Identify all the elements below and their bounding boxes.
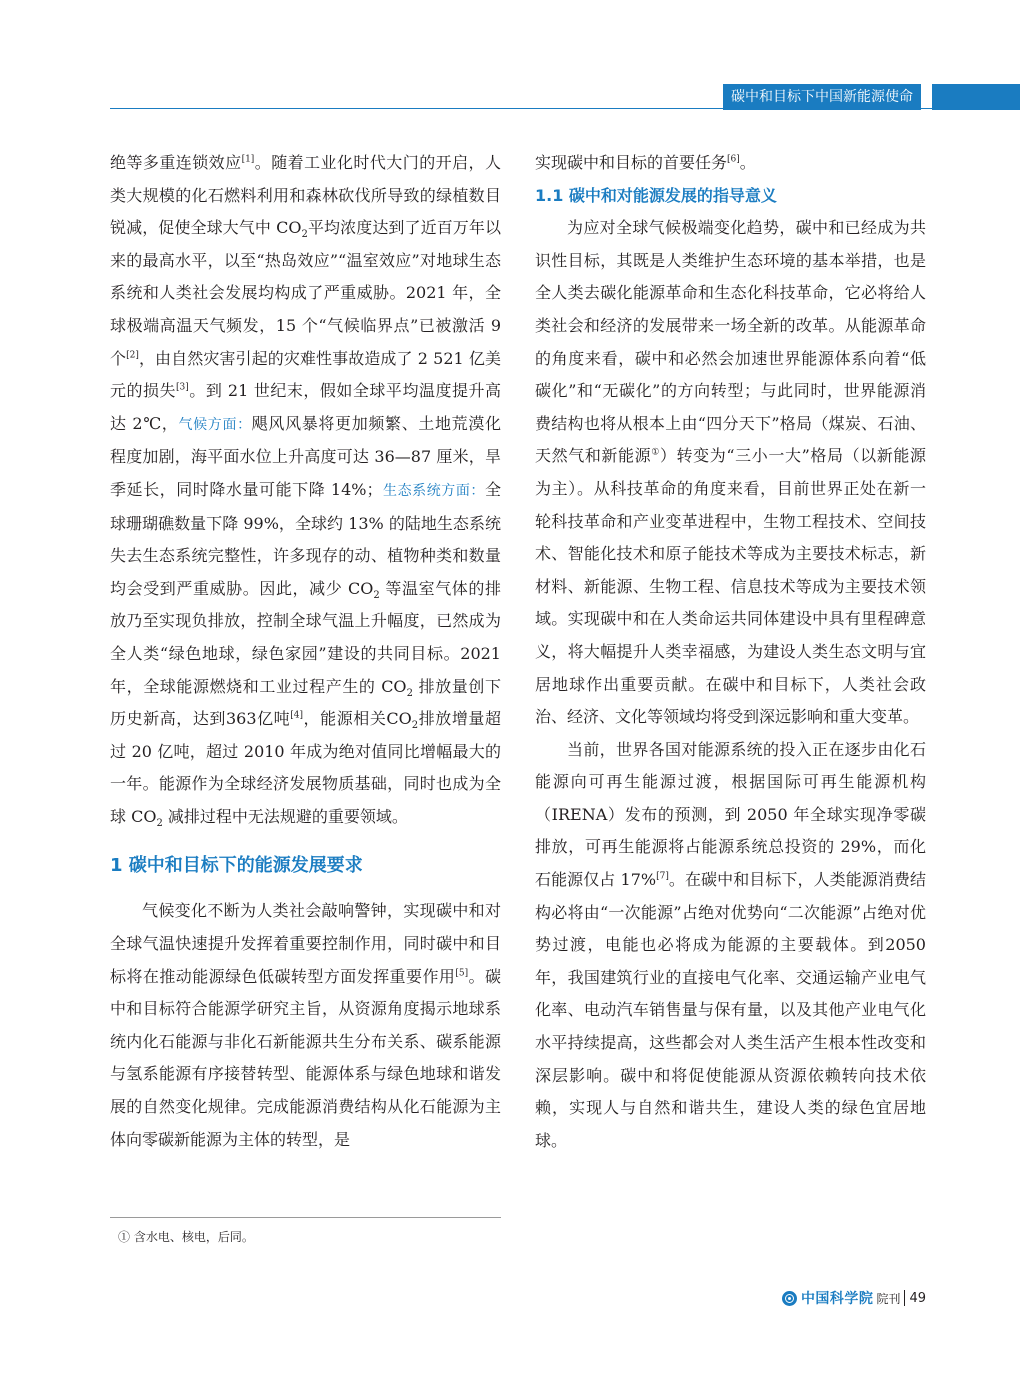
citation[interactable]: [4] xyxy=(290,710,303,721)
section-heading-1-1: 1.1 碳中和对能源发展的指导意义 xyxy=(535,185,777,205)
footnote-marker[interactable]: ① xyxy=(651,448,660,459)
footnote-rule xyxy=(110,1217,501,1218)
highlight-ecosystem: 生态系统方面： xyxy=(382,482,485,499)
logo-text: 中国科学院 xyxy=(800,1291,874,1307)
footnote-mark: ① xyxy=(118,1230,131,1244)
footnote xyxy=(118,1228,254,1246)
highlight-climate: 气候方面： xyxy=(178,416,252,433)
citation[interactable]: [7] xyxy=(656,871,669,882)
left-column xyxy=(110,147,501,1156)
page-number: 49 xyxy=(909,1290,926,1306)
right-column xyxy=(535,147,926,1157)
running-header-title: 碳中和目标下中国新能源使命 xyxy=(723,84,921,110)
journal-label: 院刊 xyxy=(876,1291,901,1306)
section-heading-1: 1 碳中和目标下的能源发展要求 xyxy=(110,855,363,877)
citation[interactable]: [5] xyxy=(455,968,469,979)
citation[interactable]: [6] xyxy=(727,154,740,165)
citation[interactable]: [2] xyxy=(126,350,139,361)
footer-separator xyxy=(904,1290,905,1306)
footnote-text: 含水电、核电，后同。 xyxy=(133,1230,254,1244)
left-paragraph-1: 绝等多重连锁效应[1]。随着工业化时代大门的开启，人类大规模的化石燃料利用和森林砍伐所导致的绿植数目锐减，促使全球大气中 $CO_2$平均浓度达到了近百万年以来的最高水平，以至“热岛效应”“温室效应”对地球生态系统和人类社会发展均构成了严重威胁。2021 年，全球极端高温天气频发，15 个“气候临界点”已被激活 9 个[2]，由自然灾害引起的灾难性事故造成了 2 521 亿美元的损失[3]。到 21 世纪末，假如全球平均温度提升高达 2℃，气候方面：飓风风暴将更加频繁、土地荒漠化程度加剧，海平面水位上升高度可达 36—87 厘米，旱季延长，同时降水量可能下降 14%；生态系统方面：全球珊瑚礁数量下降 99%，全球约 13% 的陆地生态系统失去生态系统完整性，许多现存的动、植物种类和数量均会受到严重威胁。因此，减少 $CO_2$ 等温室气体的排放乃至实现负排放，控制全球气温上升幅度，已然成为全人类“绿色地球，绿色家园”建设的共同目标。2021 年，全球能源燃烧和工业过程产生的 $CO_2$ 排放量创下历史新高，达到363亿吨[4]，能源相关$CO_2$排放增量超过 20 亿吨，超过 2010 年成为绝对值同比增幅最大的一年。能源作为全球经济发展物质基础，同时也成为全球 $CO_2$ 减排过程中无法规避的重要领域。 xyxy=(110,153,501,830)
page-footer xyxy=(782,1288,926,1308)
cas-logo-icon xyxy=(782,1291,797,1306)
header-color-block xyxy=(932,84,1020,110)
citation[interactable]: [3] xyxy=(176,382,189,393)
citation[interactable]: [1] xyxy=(241,154,255,165)
left-paragraph-2: 气候变化不断为人类社会敲响警钟，实现碳中和对全球气温快速提升发挥着重要控制作用，同时碳中和目标将在推动能源绿色低碳转型方面发挥重要作用[5]。碳中和目标符合能源学研究主旨，从资源角度揭示地球系统内化石能源与非化石新能源共生分布关系、碳系能源与氢系能源有序接替转型、能源体系与绿色地球和谐发展的自然变化规律。完成能源消费结构从化石能源为主体向零碳新能源为主体的转型，是 xyxy=(110,901,501,1149)
right-paragraph-1: 实现碳中和目标的首要任务[6]。 xyxy=(535,153,756,172)
right-paragraph-3: 当前，世界各国对能源系统的投入正在逐步由化石能源向可再生能源过渡，根据国际可再生能源机构（IRENA）发布的预测，到 2050 年全球实现净零碳排放，可再生能源将占能源系统总投资的 29%，而化石能源仅占 17%[7]。在碳中和目标下，人类能源消费结构必将由“一次能源”占绝对优势向“二次能源”占绝对优势过渡，电能也必将成为能源的主要载体。到2050 年，我国建筑行业的直接电气化率、交通运输产业电气化率、电动汽车销售量与保有量，以及其他产业电气化水平持续提高，这些都会对人类生活产生根本性改变和深层影响。碳中和将促使能源从资源依赖转向技术依赖，实现人与自然和谐共生，建设人类的绿色宜居地球。 xyxy=(535,739,926,1150)
right-paragraph-2: 为应对全球气候极端变化趋势，碳中和已经成为共识性目标，其既是人类维护生态环境的基本举措，也是全人类去碳化能源革命和生态化科技革命，它必将给人类社会和经济的发展带来一场全新的改革。从能源革命的角度来看，碳中和必然会加速世界能源体系向着“低碳化”和“无碳化”的方向转型；与此同时，世界能源消费结构也将从根本上由“四分天下”格局（煤炭、石油、天然气和新能源①）转变为“三小一大”格局（以新能源为主）。从科技革命的角度来看，目前世界正处在新一轮科技革命和产业变革进程中，生物工程技术、空间技术、智能化技术和原子能技术等成为主要技术标志，新材料、新能源、生物工程、信息技术等成为主要技术领域。实现碳中和在人类命运共同体建设中具有里程碑意义，将大幅提升人类幸福感，为建设人类生态文明与宜居地球作出重要贡献。在碳中和目标下，人类社会政治、经济、文化等领域均将受到深远影响和重大变革。 xyxy=(535,218,926,727)
